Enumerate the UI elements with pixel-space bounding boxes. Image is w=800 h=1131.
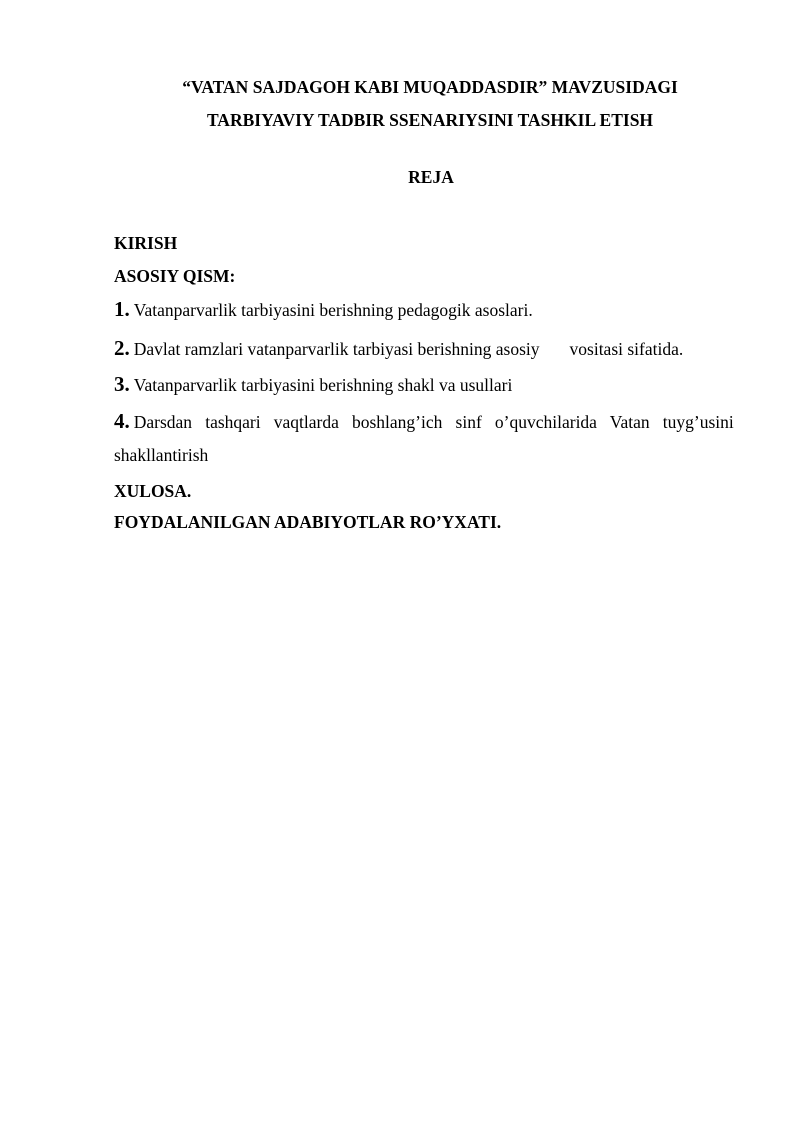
plan-item-text: Davlat ramzlari vatanparvarlik tarbiyasi berishning asosiy (133, 339, 540, 359)
plan-heading: REJA (408, 167, 454, 187)
plan-item-number: 1. (114, 297, 130, 321)
plan-item-text: Darsdan tashqari vaqtlarda boshlang’ich sinf o’quvchilarida Vatan tuyg’usini (133, 412, 734, 432)
plan-item-2 (114, 336, 683, 361)
document-title-line-2: TARBIYAVIY TADBIR SSENARIYSINI TASHKIL ETISH (206, 110, 654, 130)
plan-item-text: Vatanparvarlik tarbiyasini berishning shakl va usullari (133, 375, 513, 395)
document-title-line-1: “VATAN SAJDAGOH KABI MUQADDASDIR” MAVZUSIDAGI (182, 77, 678, 97)
plan-item-1 (114, 297, 533, 322)
plan-item-number: 3. (114, 372, 130, 396)
main-part-heading: ASOSIY QISM: (114, 266, 236, 286)
plan-item-number: 2. (114, 336, 130, 360)
plan-item-number: 4. (114, 409, 130, 433)
plan-item-3 (114, 372, 512, 397)
intro-heading: KIRISH (114, 233, 178, 253)
plan-item-4 (114, 409, 734, 434)
plan-item-text: Vatanparvarlik tarbiyasini berishning pedagogik asoslari. (133, 300, 533, 320)
references-heading: FOYDALANILGAN ADABIYOTLAR RO’YXATI. (114, 512, 502, 532)
plan-item-text-continued: vositasi sifatida. (569, 339, 684, 359)
plan-item-4-continuation: shakllantirish (114, 445, 209, 465)
conclusion-heading: XULOSA. (114, 481, 192, 501)
